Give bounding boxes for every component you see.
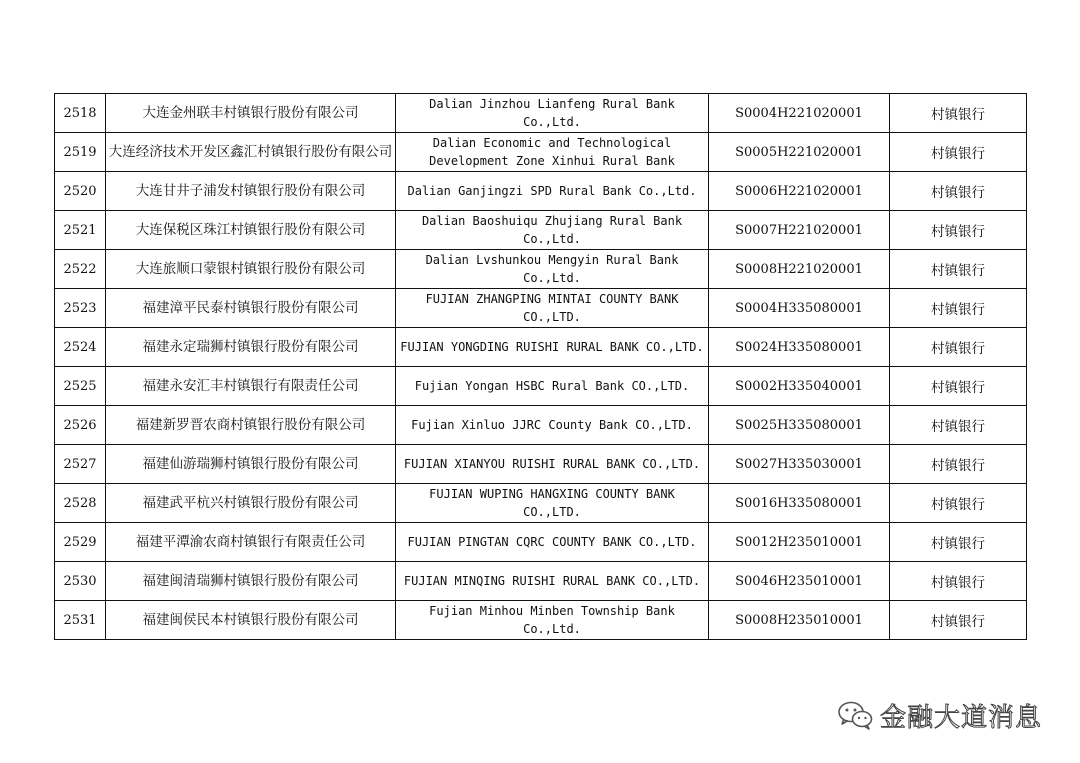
english-name-cell: FUJIAN YONGDING RUISHI RURAL BANK CO.,LTD. bbox=[396, 328, 709, 367]
institution-type-cell: 村镇银行 bbox=[890, 445, 1027, 484]
serial-number-cell: 2530 bbox=[55, 562, 106, 601]
institution-code-cell: S0008H221020001 bbox=[709, 250, 890, 289]
institution-code-cell: S0024H335080001 bbox=[709, 328, 890, 367]
table-row bbox=[55, 445, 1027, 484]
watermark-text: 金融大道消息 bbox=[880, 702, 1043, 733]
institution-type-cell: 村镇银行 bbox=[890, 133, 1027, 172]
institution-type-cell: 村镇银行 bbox=[890, 211, 1027, 250]
serial-number-cell: 2521 bbox=[55, 211, 106, 250]
institution-type-cell: 村镇银行 bbox=[890, 367, 1027, 406]
table-row bbox=[55, 94, 1027, 133]
institution-code-cell: S0046H235010001 bbox=[709, 562, 890, 601]
chinese-name-cell: 大连经济技术开发区鑫汇村镇银行股份有限公司 bbox=[106, 133, 396, 172]
chinese-name-cell: 福建永定瑞狮村镇银行股份有限公司 bbox=[106, 328, 396, 367]
table-row bbox=[55, 328, 1027, 367]
serial-number-cell: 2520 bbox=[55, 172, 106, 211]
english-name-cell: Dalian Lvshunkou Mengyin Rural Bank Co.,Ltd. bbox=[396, 250, 709, 289]
chinese-name-cell: 福建永安汇丰村镇银行有限责任公司 bbox=[106, 367, 396, 406]
serial-number-cell: 2527 bbox=[55, 445, 106, 484]
serial-number-cell: 2525 bbox=[55, 367, 106, 406]
institution-code-cell: S0012H235010001 bbox=[709, 523, 890, 562]
institution-code-cell: S0008H235010001 bbox=[709, 601, 890, 640]
watermark bbox=[836, 699, 1042, 731]
serial-number-cell: 2528 bbox=[55, 484, 106, 523]
institution-type-cell: 村镇银行 bbox=[890, 406, 1027, 445]
chinese-name-cell: 福建仙游瑞狮村镇银行股份有限公司 bbox=[106, 445, 396, 484]
institution-type-cell: 村镇银行 bbox=[890, 601, 1027, 640]
english-name-cell: Dalian Baoshuiqu Zhujiang Rural Bank Co.,Ltd. bbox=[396, 211, 709, 250]
table-row bbox=[55, 523, 1027, 562]
table-row bbox=[55, 601, 1027, 640]
table-row bbox=[55, 484, 1027, 523]
chinese-name-cell: 福建平潭渝农商村镇银行有限责任公司 bbox=[106, 523, 396, 562]
chinese-name-cell: 福建闽侯民本村镇银行股份有限公司 bbox=[106, 601, 396, 640]
chinese-name-cell: 福建武平杭兴村镇银行股份有限公司 bbox=[106, 484, 396, 523]
institution-type-cell: 村镇银行 bbox=[890, 562, 1027, 601]
institution-code-cell: S0025H335080001 bbox=[709, 406, 890, 445]
table-row bbox=[55, 562, 1027, 601]
serial-number-cell: 2522 bbox=[55, 250, 106, 289]
english-name-cell: Fujian Yongan HSBC Rural Bank CO.,LTD. bbox=[396, 367, 709, 406]
institution-type-cell: 村镇银行 bbox=[890, 289, 1027, 328]
table-row bbox=[55, 289, 1027, 328]
table-row bbox=[55, 211, 1027, 250]
english-name-cell: Dalian Economic and Technological Development Zone Xinhui Rural Bank bbox=[396, 133, 709, 172]
english-name-cell: Dalian Ganjingzi SPD Rural Bank Co.,Ltd. bbox=[396, 172, 709, 211]
institution-type-cell: 村镇银行 bbox=[890, 94, 1027, 133]
chinese-name-cell: 福建新罗晋农商村镇银行股份有限公司 bbox=[106, 406, 396, 445]
serial-number-cell: 2523 bbox=[55, 289, 106, 328]
institution-type-cell: 村镇银行 bbox=[890, 484, 1027, 523]
serial-number-cell: 2529 bbox=[55, 523, 106, 562]
table-row bbox=[55, 250, 1027, 289]
english-name-cell: Fujian Xinluo JJRC County Bank CO.,LTD. bbox=[396, 406, 709, 445]
institution-code-cell: S0004H221020001 bbox=[709, 94, 890, 133]
institution-type-cell: 村镇银行 bbox=[890, 172, 1027, 211]
english-name-cell: FUJIAN PINGTAN CQRC COUNTY BANK CO.,LTD. bbox=[396, 523, 709, 562]
chinese-name-cell: 大连金州联丰村镇银行股份有限公司 bbox=[106, 94, 396, 133]
serial-number-cell: 2531 bbox=[55, 601, 106, 640]
registry-table-body bbox=[55, 94, 1027, 640]
english-name-cell: Fujian Minhou Minben Township Bank Co.,Ltd. bbox=[396, 601, 709, 640]
institution-type-cell: 村镇银行 bbox=[890, 328, 1027, 367]
table-row bbox=[55, 133, 1027, 172]
wechat-icon bbox=[836, 700, 874, 730]
serial-number-cell: 2519 bbox=[55, 133, 106, 172]
institution-code-cell: S0027H335030001 bbox=[709, 445, 890, 484]
institution-type-cell: 村镇银行 bbox=[890, 250, 1027, 289]
table-row bbox=[55, 367, 1027, 406]
english-name-cell: FUJIAN MINQING RUISHI RURAL BANK CO.,LTD. bbox=[396, 562, 709, 601]
bank-registry-table bbox=[54, 93, 1027, 640]
chinese-name-cell: 福建闽清瑞狮村镇银行股份有限公司 bbox=[106, 562, 396, 601]
institution-code-cell: S0007H221020001 bbox=[709, 211, 890, 250]
english-name-cell: Dalian Jinzhou Lianfeng Rural Bank Co.,Ltd. bbox=[396, 94, 709, 133]
english-name-cell: FUJIAN XIANYOU RUISHI RURAL BANK CO.,LTD. bbox=[396, 445, 709, 484]
table-row bbox=[55, 406, 1027, 445]
institution-code-cell: S0016H335080001 bbox=[709, 484, 890, 523]
chinese-name-cell: 大连旅顺口蒙银村镇银行股份有限公司 bbox=[106, 250, 396, 289]
serial-number-cell: 2524 bbox=[55, 328, 106, 367]
english-name-cell: FUJIAN ZHANGPING MINTAI COUNTY BANK CO.,LTD. bbox=[396, 289, 709, 328]
institution-code-cell: S0005H221020001 bbox=[709, 133, 890, 172]
institution-code-cell: S0006H221020001 bbox=[709, 172, 890, 211]
table-row bbox=[55, 172, 1027, 211]
chinese-name-cell: 大连甘井子浦发村镇银行股份有限公司 bbox=[106, 172, 396, 211]
institution-code-cell: S0002H335040001 bbox=[709, 367, 890, 406]
institution-type-cell: 村镇银行 bbox=[890, 523, 1027, 562]
english-name-cell: FUJIAN WUPING HANGXING COUNTY BANK CO.,LTD. bbox=[396, 484, 709, 523]
institution-code-cell: S0004H335080001 bbox=[709, 289, 890, 328]
chinese-name-cell: 福建漳平民泰村镇银行股份有限公司 bbox=[106, 289, 396, 328]
serial-number-cell: 2518 bbox=[55, 94, 106, 133]
serial-number-cell: 2526 bbox=[55, 406, 106, 445]
chinese-name-cell: 大连保税区珠江村镇银行股份有限公司 bbox=[106, 211, 396, 250]
